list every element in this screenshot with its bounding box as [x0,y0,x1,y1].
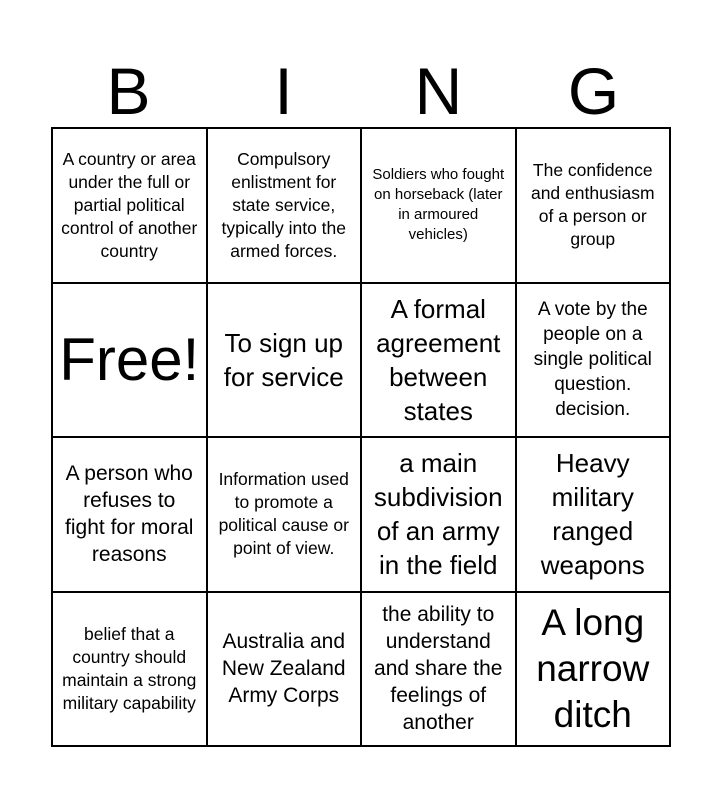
bingo-cell-text: A person who refuses to fight for moral reasons [65,462,194,567]
header-letter-i: I [274,54,293,128]
bingo-cell-text: the ability to understand and share the feelings of another [374,603,503,735]
bingo-cell-r3c3 [362,438,517,593]
bingo-cell-r4c2 [208,593,363,748]
bingo-cell-r3c1 [53,438,208,593]
bingo-cell-text: The confidence and enthusiasm of a person or group [530,160,655,250]
bingo-cell-free [53,284,208,439]
bingo-cell-r1c2 [208,129,363,284]
bingo-cell-r3c4 [517,438,672,593]
bingo-cell-text: A long narrow ditch [536,601,650,735]
bingo-cell-text: Australia and New Zealand Army Corps [221,630,346,708]
bingo-cell-text: Compulsory enlistment for state service, typically into the armed forces. [221,148,346,261]
bingo-cell-r3c2 [208,438,363,593]
bingo-cell-r1c4 [517,129,672,284]
bingo-cell-r2c3 [362,284,517,439]
header-letter-b: B [106,54,151,128]
header-letter-n: N [414,54,463,128]
bingo-cell-text: A country or area under the full or partial political control of another country [61,148,198,261]
bingo-cell-text: A vote by the people on a single political question. decision. [533,299,652,421]
bingo-header [51,50,671,128]
bingo-cell-text: a main subdivision of an army in the field [373,448,503,581]
bingo-cell-text: belief that a country should maintain a strong military capability [62,623,197,713]
bingo-cell-r2c2 [208,284,363,439]
bingo-cell-text: Heavy military ranged weapons [540,448,645,581]
bingo-cell-text: To sign up for service [223,327,344,392]
bingo-cell-r4c4 [517,593,672,748]
bingo-cell-r1c1 [53,129,208,284]
bingo-cell-r4c1 [53,593,208,748]
bingo-grid [51,127,671,747]
bingo-cell-text: Soldiers who fought on horseback (later in armoured vehicles) [372,166,505,244]
bingo-cell-r4c3 [362,593,517,748]
bingo-cell-r1c3 [362,129,517,284]
header-letter-g: G [567,54,620,128]
bingo-cell-text: A formal agreement between states [376,293,501,426]
bingo-cell-r2c4 [517,284,672,439]
bingo-cell-text: Information used to promote a political cause or point of view. [218,469,349,559]
free-space-text: Free! [59,325,200,393]
